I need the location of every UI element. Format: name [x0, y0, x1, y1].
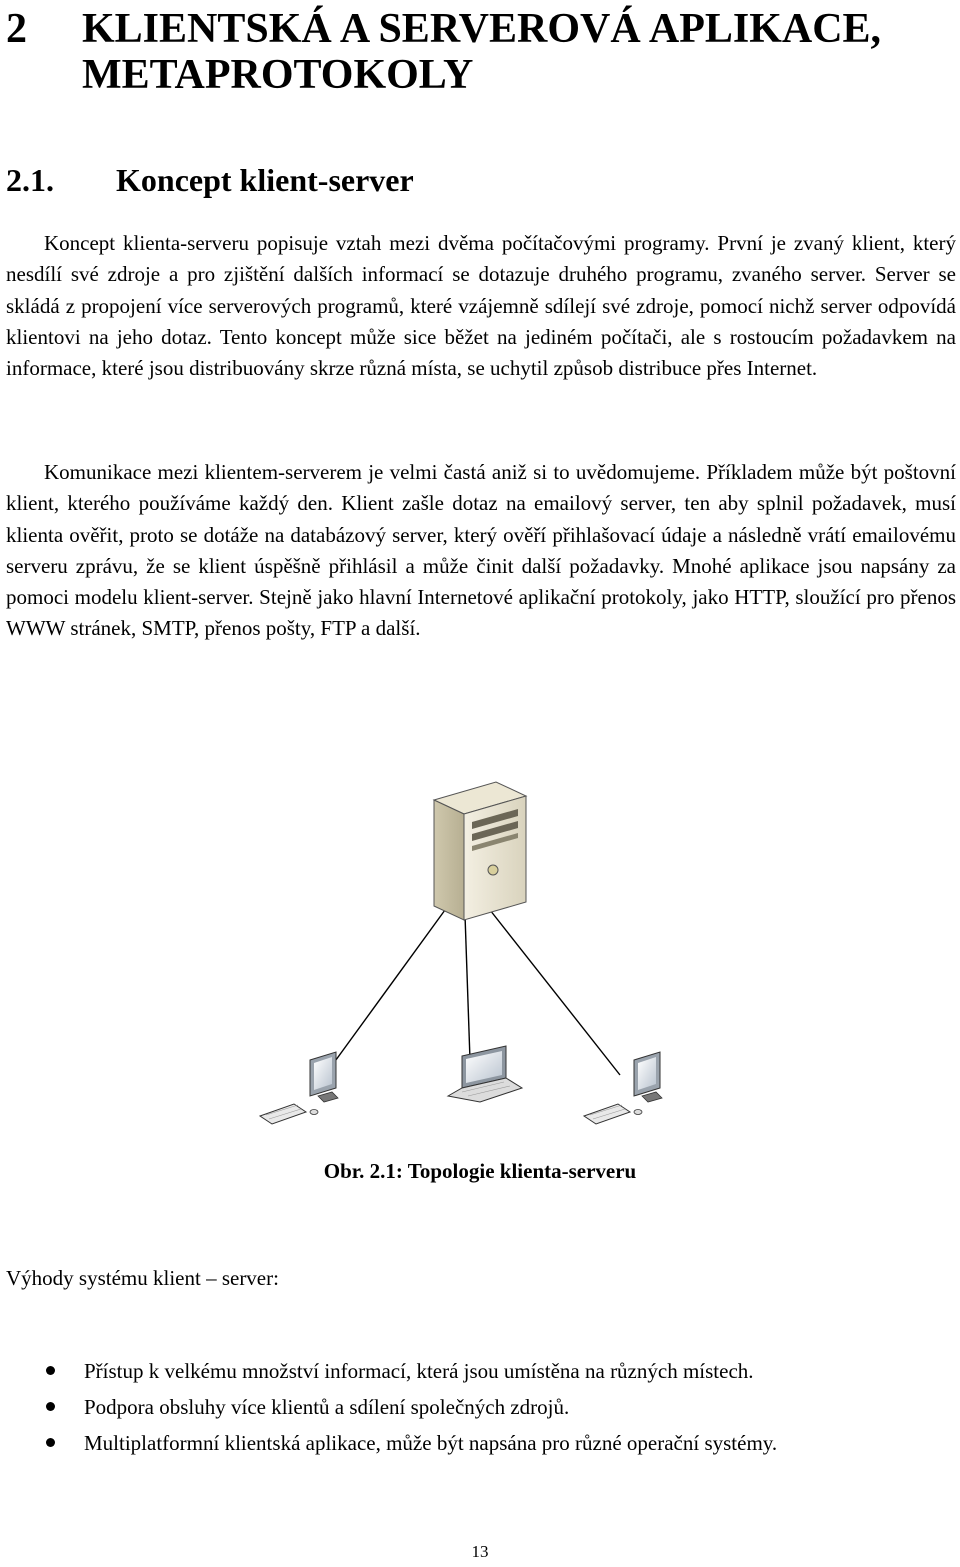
link-server-client-right [490, 910, 620, 1075]
page-number: 13 [471, 1542, 489, 1561]
list-item-text: Multiplatformní klientská aplikace, může být napsána pro různé operační systémy. [84, 1431, 778, 1455]
advantages-heading: Výhody systému klient – server: [6, 1266, 279, 1290]
list-item-text: Přístup k velkému množství informací, která jsou umístěna na různých místech. [84, 1359, 754, 1383]
chapter-title: KLIENTSKÁ A SERVEROVÁ APLIKACE, METAPROTOKOLY [82, 6, 882, 98]
list-item-text: Podpora obsluhy více klientů a sdílení společných zdrojů. [84, 1395, 570, 1419]
figure-caption: Obr. 2.1: Topologie klienta-serveru [323, 1159, 637, 1183]
link-server-client-center [465, 915, 470, 1060]
list-item [6, 1389, 956, 1425]
bullet-icon [46, 1402, 55, 1411]
desktop-client-icon-right [584, 1052, 662, 1124]
server-icon [434, 782, 526, 920]
section-number: 2.1. [6, 162, 54, 198]
advantages-list [6, 1353, 956, 1461]
bullet-icon [46, 1366, 55, 1375]
chapter-number: 2 [6, 6, 27, 52]
section-title: Koncept klient-server [116, 162, 414, 198]
paragraph-intro: Koncept klienta-serveru popisuje vztah mezi dvěma počítačovými programy. První je zvaný klient, který nesdílí své zdroje a pro zjištění dalších informací se dotazuje druhého programu, zvaného server. Server se skládá z propojení více serverových programů, které vzájemně sdílejí své zdroje, pomocí nichž server odpovídá klientovi na jeho dotaz. Tento koncept může sice běžet na jediném počítači, ale s rostoucím požadavkem na informace, které jsou distribuovány skrze různá místa, se uchytil způsob distribuce přes Internet. [6, 231, 956, 381]
client-server-topology-diagram [240, 770, 720, 1150]
laptop-client-icon [448, 1046, 522, 1102]
network-links [325, 910, 620, 1075]
bullet-icon [46, 1438, 55, 1447]
list-item [6, 1353, 956, 1389]
link-server-client-left [325, 910, 445, 1075]
list-item [6, 1425, 956, 1461]
desktop-client-icon-left [260, 1052, 338, 1124]
paragraph-communication: Komunikace mezi klientem-serverem je velmi častá aniž si to uvědomujeme. Příkladem může být poštovní klient, kterého používáme každý den. Klient zašle dotaz na emailový server, ten aby splnil požadavek, musí klienta ověřit, proto se dotáže na databázový server, který ověří přihlašovací údaje a následně vrátí emailovému serveru zprávu, že se klient úspěšně přihlásil a může činit další požadavky. Mnohé aplikace jsou napsány za pomoci modelu klient-server. Stejně jako hlavní Internetové aplikační protokoly, jako HTTP, sloužící pro přenos WWW stránek, SMTP, přenos pošty, FTP a další. [6, 460, 956, 641]
